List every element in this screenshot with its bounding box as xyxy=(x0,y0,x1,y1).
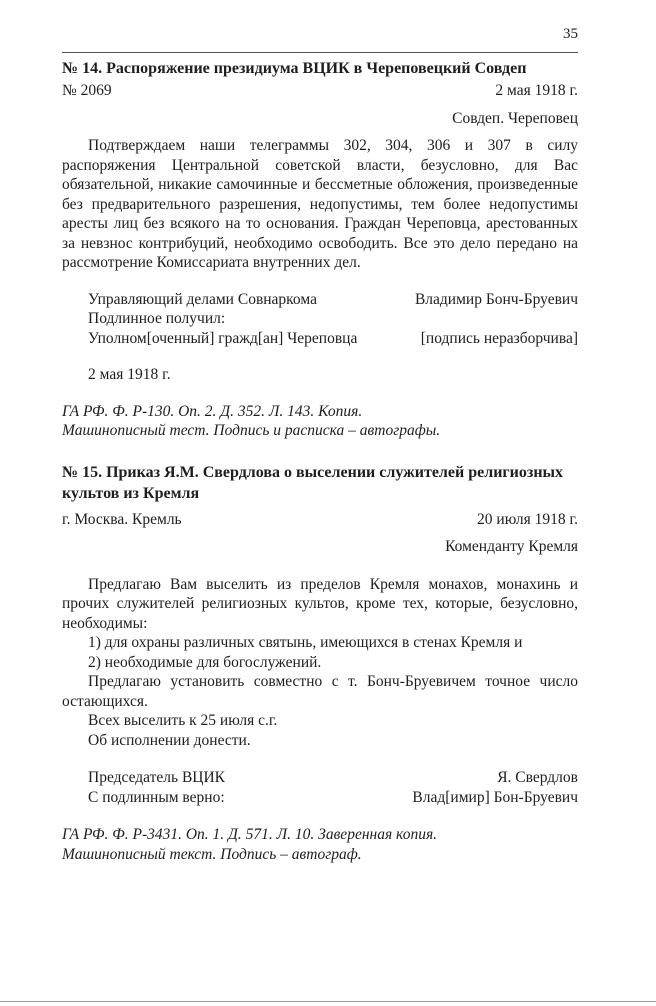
doc15-title: № 15. Приказ Я.М. Свердлова о выселении служителей религиозных культов из Кремля xyxy=(62,463,564,502)
doc15-place: г. Москва. Кремль xyxy=(62,510,182,528)
doc15-item1: 1) для охраны различных святынь, имеющихся в стенах Кремля и xyxy=(88,634,523,651)
doc15-archive-note xyxy=(62,825,578,864)
doc14-closing-date: 2 мая 1918 г. xyxy=(88,366,171,383)
doc15-signature-2 xyxy=(62,788,578,808)
doc14-sig3-name: [подпись неразборчива] xyxy=(420,329,578,347)
doc14-signatures xyxy=(62,290,578,349)
doc14-addressee: Совдеп. Череповец xyxy=(452,109,578,127)
doc14-sig1-name: Владимир Бонч-Бруевич xyxy=(414,290,578,308)
doc15-para2: Предлагаю установить совместно с т. Бонч-Бруевичем точное число остающихся. xyxy=(62,673,578,710)
document-15 xyxy=(62,462,578,865)
doc14-sig2-role: Подлинное получил: xyxy=(88,310,226,327)
doc15-para4: Об исполнении донести. xyxy=(88,731,251,749)
doc15-para3: Всех выселить к 25 июля с.г. xyxy=(88,712,278,729)
doc14-archive-line1: ГА РФ. Ф. Р-130. Оп. 2. Д. 352. Л. 143. Копия. xyxy=(62,402,363,420)
doc14-signature-3 xyxy=(62,329,578,349)
doc15-sig1-role: Председатель ВЦИК xyxy=(88,769,226,786)
doc15-sig2-name: Влад[имир] Бон-Бруевич xyxy=(412,788,578,806)
doc15-place-date-row xyxy=(62,510,578,530)
doc14-archive-line2: Машинописный тест. Подпись и расписка – автографы. xyxy=(62,422,441,439)
doc14-date: 2 мая 1918 г. xyxy=(495,82,578,99)
doc14-sig3-role: Уполном[оченный] гражд[ан] Череповца xyxy=(88,329,358,347)
doc14-body: Подтверждаем наши телеграммы 302, 304, 306 и 307 в силу распоряжения Центральной советской власти, безусловно, для Вас обязательной, никакие самочинные и бессметные обложения, произведенные без предварительного разрешения, недопустимы, тем более недопустимы аресты лиц без всякого на то основания. Граждан Череповца, арестованных за невзнос контрибуций, необходимо освободить. Все это дело передано на рассмотрение Комиссариата внутренних дел. xyxy=(62,137,578,271)
doc15-date: 20 июля 1918 г. xyxy=(477,510,578,528)
doc15-item2: 2) необходимые для богослужений. xyxy=(88,653,322,671)
page-number: 35 xyxy=(563,26,578,42)
doc15-sig1-name: Я. Свердлов xyxy=(497,769,578,786)
doc14-number-date-row xyxy=(62,81,578,101)
doc15-signatures xyxy=(62,768,578,807)
doc14-number: № 2069 xyxy=(62,82,112,99)
header-rule xyxy=(62,52,578,53)
doc14-title: № 14. Распоряжение президиума ВЦИК в Череповецкий Совдеп xyxy=(62,60,527,77)
doc15-signature-1 xyxy=(62,768,578,788)
doc14-signature-1 xyxy=(62,290,578,310)
doc14-archive-note xyxy=(62,402,578,441)
page-content xyxy=(62,58,578,864)
doc15-addressee: Коменданту Кремля xyxy=(445,538,578,555)
doc14-sig1-role: Управляющий делами Совнаркома xyxy=(88,290,317,308)
document-14 xyxy=(62,58,578,441)
doc15-sig2-role: С подлинным верно: xyxy=(88,788,225,806)
bottom-rule xyxy=(0,1001,656,1002)
doc15-archive-line1: ГА РФ. Ф. Р-3431. Оп. 1. Д. 571. Л. 10. Заверенная копия. xyxy=(62,826,438,843)
doc15-body xyxy=(62,575,578,751)
doc15-para1: Предлагаю Вам выселить из пределов Кремля монахов, монахинь и прочих служителей религиозных культов, кроме тех, которые, безусловно, необходимы: xyxy=(62,575,578,632)
doc15-archive-line2: Машинописный текст. Подпись – автограф. xyxy=(62,845,362,863)
